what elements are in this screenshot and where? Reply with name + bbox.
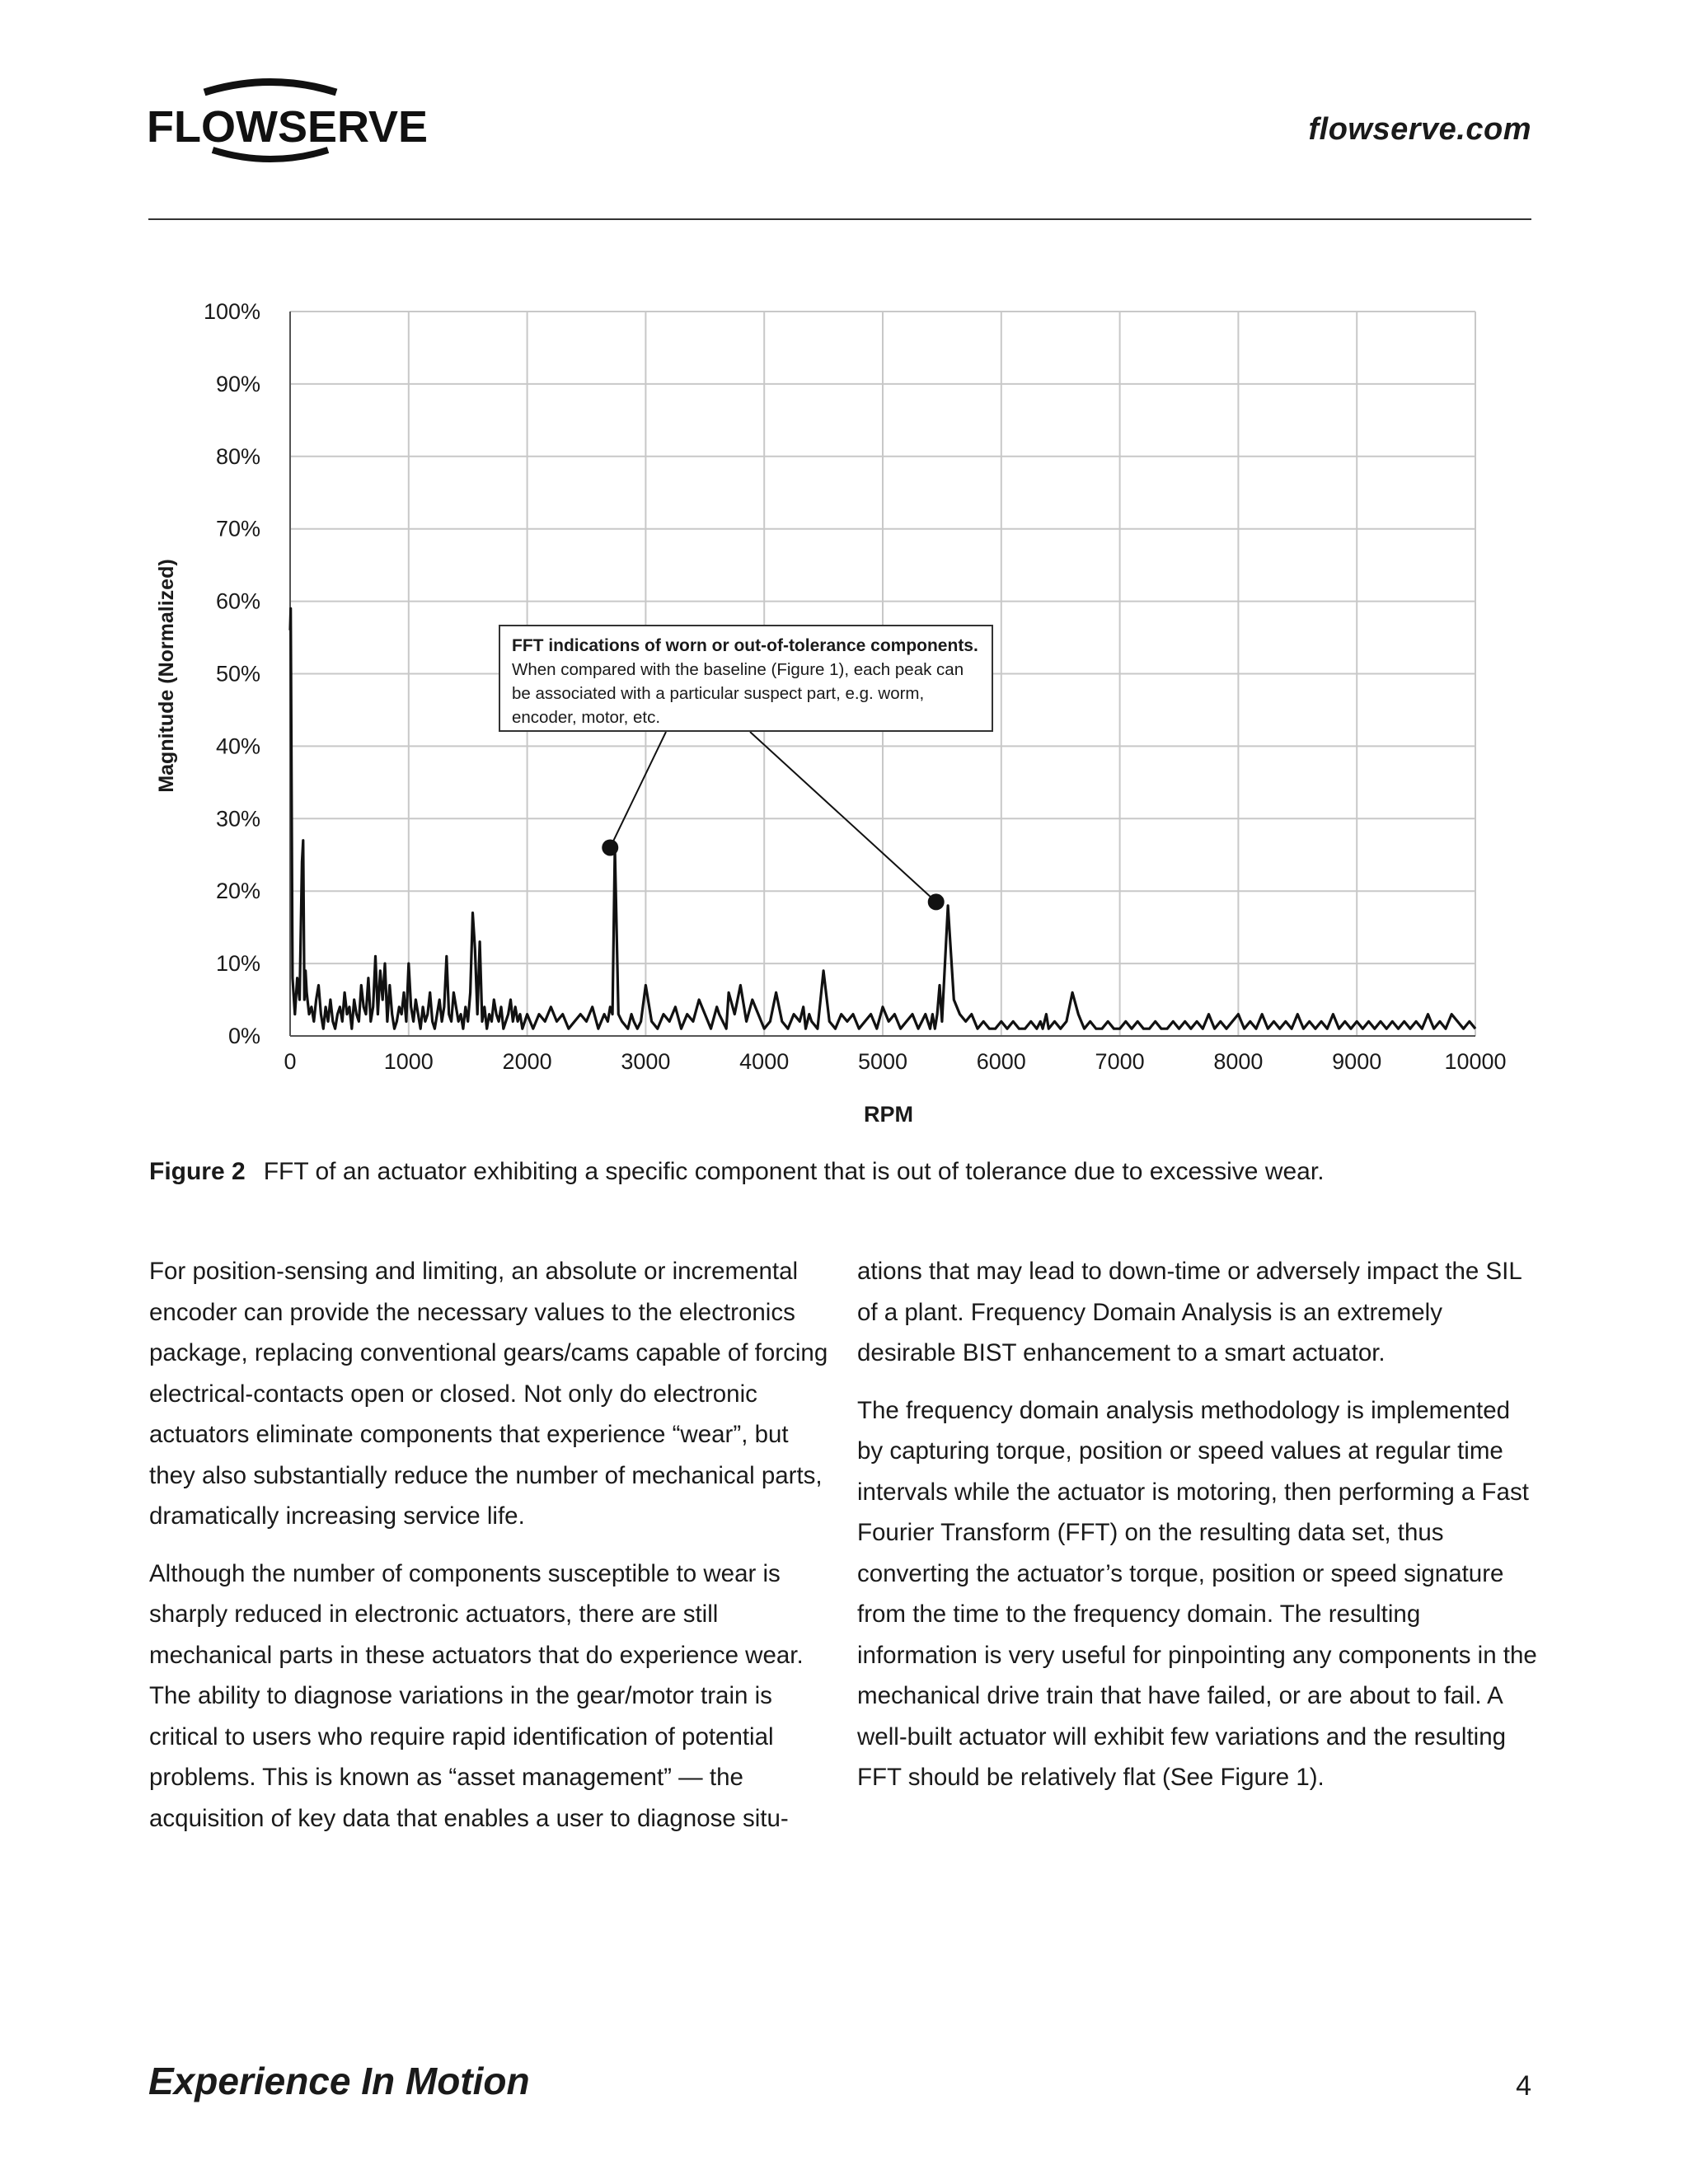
x-axis-label: RPM <box>864 1102 913 1127</box>
x-tick-label: 2000 <box>502 1049 552 1074</box>
chart-callout <box>499 625 993 732</box>
y-tick-label: 80% <box>215 443 260 469</box>
callout-leader-line-1 <box>610 732 666 847</box>
y-tick-label: 20% <box>215 879 260 904</box>
page-number: 4 <box>1516 2070 1531 2102</box>
x-tick-label: 7000 <box>1095 1049 1145 1074</box>
callout-body: When compared with the baseline (Figure 1), each peak can be associated with a particular suspect part, e.g. worm, encoder, motor, etc. <box>512 660 964 727</box>
x-tick-label: 6000 <box>976 1049 1026 1074</box>
y-tick-label: 70% <box>215 516 260 541</box>
highlight-marker-dot <box>928 893 945 910</box>
body-column-right <box>857 1251 1541 1815</box>
body-column-left <box>149 1251 833 1855</box>
paragraph: The frequency domain analysis methodology is implemented by capturing torque, position or speed values at regular time intervals while the actuator is motoring, then performing a Fast Fourier Transform (FFT) on the resulting data set, thus converting the actuator’s torque, position or speed signature from the time to the frequency domain. The resulting information is very useful for pinpointing any components in the mechanical drive train that have failed, or are about to fail. A well-built actuator will exhibit few variations and the resulting FFT should be relatively flat (See Figure 1). <box>857 1396 1537 1791</box>
y-tick-label: 40% <box>215 733 260 759</box>
logo-wordmark: FLOWSERVE <box>147 102 429 152</box>
x-tick-label: 1000 <box>383 1049 434 1074</box>
x-axis-ticks <box>284 1049 1506 1074</box>
paragraph: Although the number of components susceptible to wear is sharply reduced in electronic actuators, there are still mechanical parts in these actuators that do experience wear. The ability to diagnose variations in the gear/motor train is critical to users who require rapid identification of potential problems. This is known as “asset management” — the acquisition of key data that enables a user to diagnose situ- <box>149 1559 804 1832</box>
callout-title: FFT indications of worn or out-of-tolerance components. <box>512 636 978 655</box>
footer-tagline: Experience In Motion <box>148 2060 530 2102</box>
y-axis-label: Magnitude (Normalized) <box>155 559 178 793</box>
y-tick-label: 50% <box>215 661 260 687</box>
figure-caption <box>149 1158 1542 1186</box>
y-tick-label: 10% <box>215 951 260 977</box>
y-tick-label: 0% <box>227 1024 260 1048</box>
x-tick-label: 4000 <box>739 1049 790 1074</box>
site-url[interactable]: flowserve.com <box>1308 112 1531 147</box>
highlight-markers <box>602 839 944 910</box>
x-tick-label: 5000 <box>857 1049 908 1074</box>
paragraph: ations that may lead to down-time or adversely impact the SIL of a plant. Frequency Domain Analysis is an extremely desirable BIST enhancement to a smart actuator. <box>857 1258 1522 1366</box>
x-tick-label: 9000 <box>1332 1049 1382 1074</box>
x-tick-label: 3000 <box>621 1049 671 1074</box>
callout-leader-line-2 <box>750 732 936 902</box>
x-tick-label: 8000 <box>1213 1049 1264 1074</box>
paragraph: For position-sensing and limiting, an absolute or incremental encoder can provide the necessary values to the electronics package, replacing conventional gears/cams capable of forcing electrical-contacts open or closed. Not only do electronic actuators eliminate components that experience “wear”, but they also substantially reduce the number of mechanical parts, dramatically increasing service life. <box>149 1258 828 1530</box>
figure-label: Figure 2 <box>149 1158 246 1185</box>
figure-caption-text: FFT of an actuator exhibiting a specific component that is out of tolerance due to excessive wear. <box>263 1158 1325 1185</box>
x-tick-label: 10000 <box>1444 1049 1507 1074</box>
y-axis-ticks <box>204 299 260 1048</box>
highlight-marker-dot <box>602 839 618 855</box>
x-tick-label: 0 <box>284 1049 297 1074</box>
y-tick-label: 90% <box>215 371 260 396</box>
y-tick-label: 60% <box>215 588 260 614</box>
y-tick-label: 30% <box>215 806 260 832</box>
y-tick-label: 100% <box>203 299 260 324</box>
